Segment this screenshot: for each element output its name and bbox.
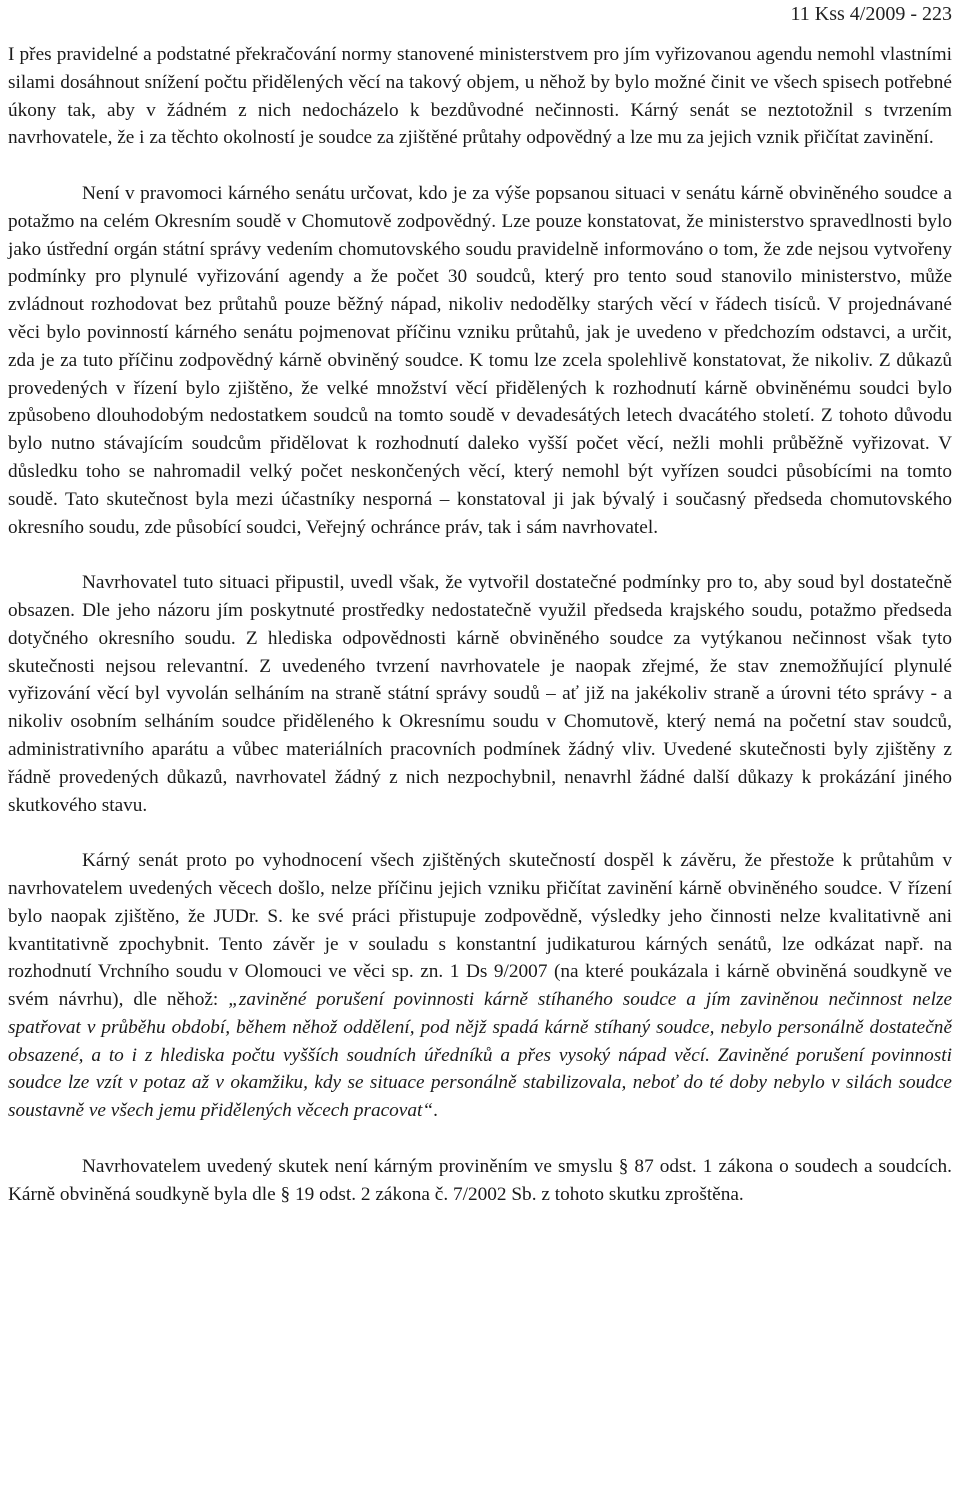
- document-body: [8, 41, 952, 1208]
- paragraph-1: I přes pravidelné a podstatné překračování normy stanovené ministerstvem pro jím vyřizovanou agendu nemohl vlastními silami dosáhnout snížení počtu přidělených věcí na takový objem, u něhož by bylo možné činit ve všech spisech potřebné úkony tak, aby v žádném z nich nedocházelo k bezdůvodné nečinnosti. Kárný senát se neztotožnil s tvrzením navrhovatele, že i za těchto okolností je soudce za zjištěné průtahy odpovědný a lze mu za jejich vznik přičítat zavinění.: [8, 44, 952, 149]
- page-header-reference: 11 Kss 4/2009 - 223: [790, 3, 952, 25]
- paragraph-4-text: Kárný senát proto po vyhodnocení všech zjištěných skutečností dospěl k závěru, že přestože k průtahům v navrhovatelem uvedených věcech došlo, nelze příčinu jejich vzniku přičítat zavinění kárně obviněného soudce. V řízení bylo naopak zjištěno, že JUDr. S. ke své práci přistupuje zodpovědně, výsledky jeho činnosti nelze kvalitativně ani kvantitativně zpochybnit. Tento závěr je v souladu s konstantní judikaturou kárných senátů, lze odkázat např. na rozhodnutí Vrchního soudu v Olomouci ve věci sp. zn. 1 Ds 9/2007 (na které poukázala i kárně obviněná soudkyně ve svém návrhu), dle něhož:: [8, 850, 952, 1011]
- paragraph-5: Navrhovatelem uvedený skutek není kárným proviněním ve smyslu § 87 odst. 1 zákona o soudech a soudcích. Kárně obviněná soudkyně byla dle § 19 odst. 2 zákona č. 7/2002 Sb. z tohoto skutku zproštěna.: [8, 1155, 952, 1205]
- paragraph-3: Navrhovatel tuto situaci připustil, uvedl však, že vytvořil dostatečné podmínky pro to, aby soud byl dostatečně obsazen. Dle jeho názoru jím poskytnuté prostředky nedostatečně využil předseda krajského soudu, potažmo předseda dotyčného okresního soudu. Z hlediska odpovědnosti kárně obviněného soudce za vytýkanou nečinnost však tyto skutečnosti nejsou relevantní. Z uvedeného tvrzení navrhovatele je naopak zřejmé, že stav znemožňující plynulé vyřizování věcí byl vyvolán selháním na straně státní správy soudů – ať již na jakékoliv straně a úrovni této správy - a nikoliv osobním selháním soudce přiděleného k Okresnímu soudu v Chomutově, který nemá na početní stav soudců, administrativního aparátu a vůbec materiálních pracovních podmínek žádný vliv. Uvedené skutečnosti byly zjištěny z řádně provedených důkazů, navrhovatel žádný z nich nezpochybnil, nenavrhl žádné další důkazy k prokázání jiného skutkového stavu.: [8, 572, 952, 816]
- paragraph-2: Není v pravomoci kárného senátu určovat, kdo je za výše popsanou situaci v senátu kárně obviněného soudce a potažmo na celém Okresním soudě v Chomutově zodpovědný. Lze pouze konstatovat, že ministerstvo spravedlnosti bylo jako ústřední orgán státní správy vedením chomutovského soudu pravidelně informováno o tom, že zde nejsou vytvořeny podmínky pro plynulé vyřizování agendy a že počet 30 soudců, který pro tento soud stanovilo ministerstvo, může zvládnout rozhodovat bez průtahů pouze běžný nápad, nikoliv nedodělky starých věcí v řádech tisíců. V projednávané věci bylo povinností kárného senátu pojmenovat příčinu vzniku průtahů, jak je uvedeno v předchozím odstavci, a určit, zda je za tuto příčinu zodpovědný kárně obviněný soudce. K tomu lze zcela spolehlivě konstatovat, že nikoliv. Z důkazů provedených v řízení bylo zjištěno, že velké množství věcí přidělených k rozhodnutí kárně obviněnému soudci bylo způsobeno dlouhodobým nedostatkem soudců na tomto soudě v devadesátých letech dvacátého století. Z tohoto důvodu bylo nutno stávajícím soudcům přidělovat k rozhodnutí daleko vyšší počet věcí, nežli mohli průběžně vyřizovat. V důsledku toho se nahromadil velký počet neskončených věcí, který nemohl být vyřízen soudci působícími na tomto soudě. Tato skutečnost byla mezi účastníky nesporná – konstatoval ji jak bývalý i současný předseda chomutovského okresního soudu, zde působící soudci, Veřejný ochránce práv, tak i sám navrhovatel.: [8, 182, 952, 538]
- paragraph-4: [8, 847, 952, 1125]
- paragraph-4-end: .: [433, 1100, 438, 1122]
- court-citation-quote: „zaviněné porušení povinnosti kárně stíhaného soudce a jím zaviněnou nečinnost nelze spatřovat v průběhu období, během něhož oddělení, pod nějž spadá kárně stíhaný soudce, nebylo personálně dostatečně obsazené, a to i z hlediska počtu vyšších soudních úředníků a přes vysoký nápad věcí. Zaviněné porušení povinnosti soudce lze vzít v potaz až v okamžiku, kdy se situace personálně stabilizovala, neboť do té doby nebylo v silách soudce soustavně ve všech jemu přidělených věcech pracovat“: [8, 989, 953, 1122]
